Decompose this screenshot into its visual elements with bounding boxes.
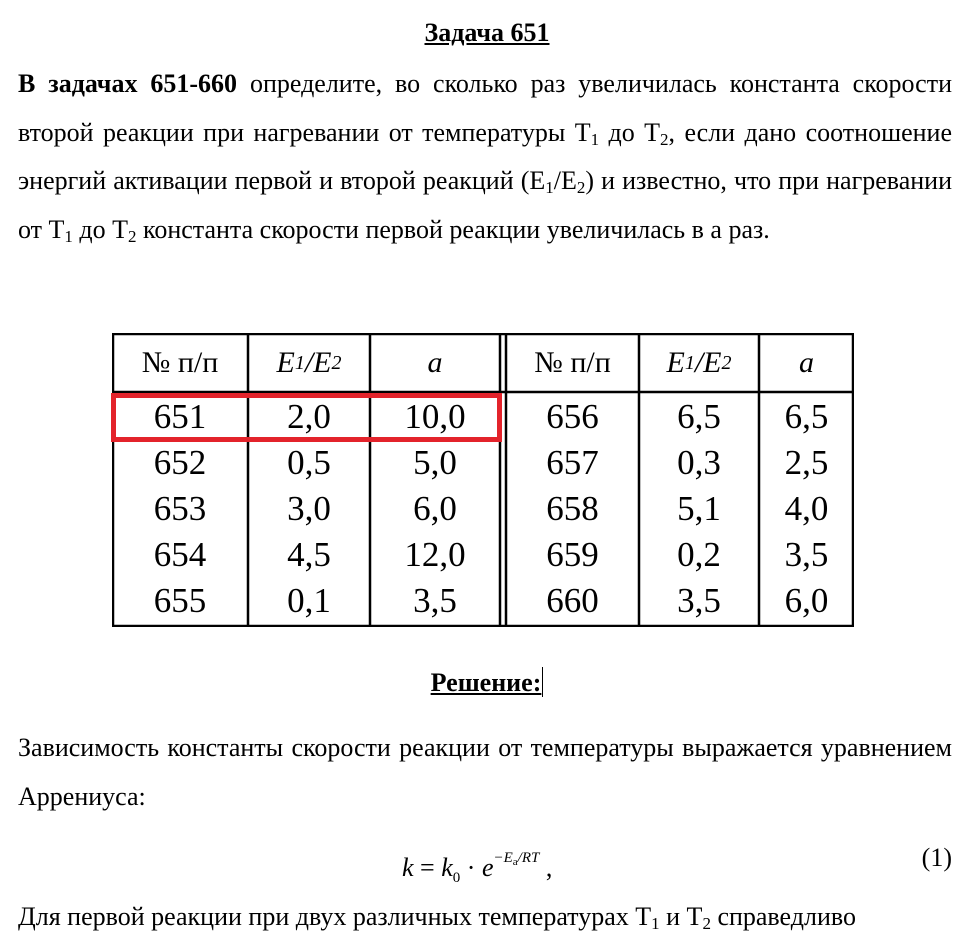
table-cell: 2,0 — [287, 396, 331, 436]
arrhenius-formula: $k = k_0 \cdot e^{-E_a/RT}$ , — [402, 850, 553, 886]
table-cell: 652 — [153, 442, 207, 482]
table-cell: 3,5 — [677, 580, 721, 620]
header-a-left: a — [427, 346, 443, 379]
table-cell: 3,0 — [287, 488, 331, 528]
table-cell: 654 — [153, 534, 207, 574]
row-651-highlight-box — [111, 393, 502, 442]
table-cell: 6,5 — [784, 396, 829, 436]
table-cell: 4,0 — [784, 488, 829, 528]
table-cell: 10,0 — [404, 396, 466, 436]
table-cell: 653 — [153, 488, 207, 528]
equation-number: (1) — [921, 843, 952, 872]
problem-statement: В задачах 651-660 определите, во сколько раз увеличилась константа скорости второй реакции при нагревании от температуры $Т_1$ до $Т_2$, если дано соотношение энергий активации первой и второй реакций $(Е_1/Е_2)$ и известно, что при нагревании от $Т_1$ до $Т_2$ константа скорости первой реакции увеличилась в a раз. — [18, 69, 953, 246]
table-cell: 6,5 — [677, 396, 721, 436]
table-cell: 656 — [546, 396, 599, 436]
table-cell: 659 — [546, 534, 599, 574]
table-cell: 0,5 — [287, 442, 331, 482]
table-cell: 655 — [153, 580, 207, 620]
table-cell: 5,1 — [677, 488, 721, 528]
table-cell: 5,0 — [413, 442, 457, 482]
table-cell: 651 — [153, 396, 207, 436]
table-cell: 6,0 — [413, 488, 457, 528]
header-num-left: № п/п — [141, 346, 219, 379]
table-cell: 2,5 — [784, 442, 829, 482]
table-cell: 0,3 — [677, 442, 721, 482]
data-table — [112, 333, 854, 627]
table-cell: 658 — [546, 488, 599, 528]
table-cell: 3,5 — [413, 580, 457, 620]
table-cell: 12,0 — [404, 534, 466, 574]
header-a-right: a — [799, 346, 814, 379]
header-ratio-left: E 1 /E 2 — [276, 346, 342, 379]
table-cell: 4,5 — [287, 534, 331, 574]
table-cell: 0,1 — [287, 580, 331, 620]
arrhenius-paragraph: Зависимость константы скорости реакции от температуры выражается уравнением Аррениуса: — [18, 733, 952, 811]
table-cell: 6,0 — [784, 580, 829, 620]
header-ratio-right: E 1 /E 2 — [666, 346, 732, 379]
text-cursor — [542, 667, 543, 697]
table-cell: 3,5 — [784, 534, 829, 574]
solution-heading: Решение: — [430, 668, 542, 697]
problem-title: Задача 651 — [424, 18, 550, 47]
next-paragraph: Для первой реакции при двух различных температурах $Т_1$ и $Т_2$ справедливо — [18, 902, 856, 933]
statement-bold-lead: В задачах 651-660 — [18, 69, 238, 98]
table-cell: 657 — [546, 442, 599, 482]
header-num-right: № п/п — [534, 346, 611, 379]
table-cell: 0,2 — [677, 534, 721, 574]
table-cell: 660 — [546, 580, 599, 620]
